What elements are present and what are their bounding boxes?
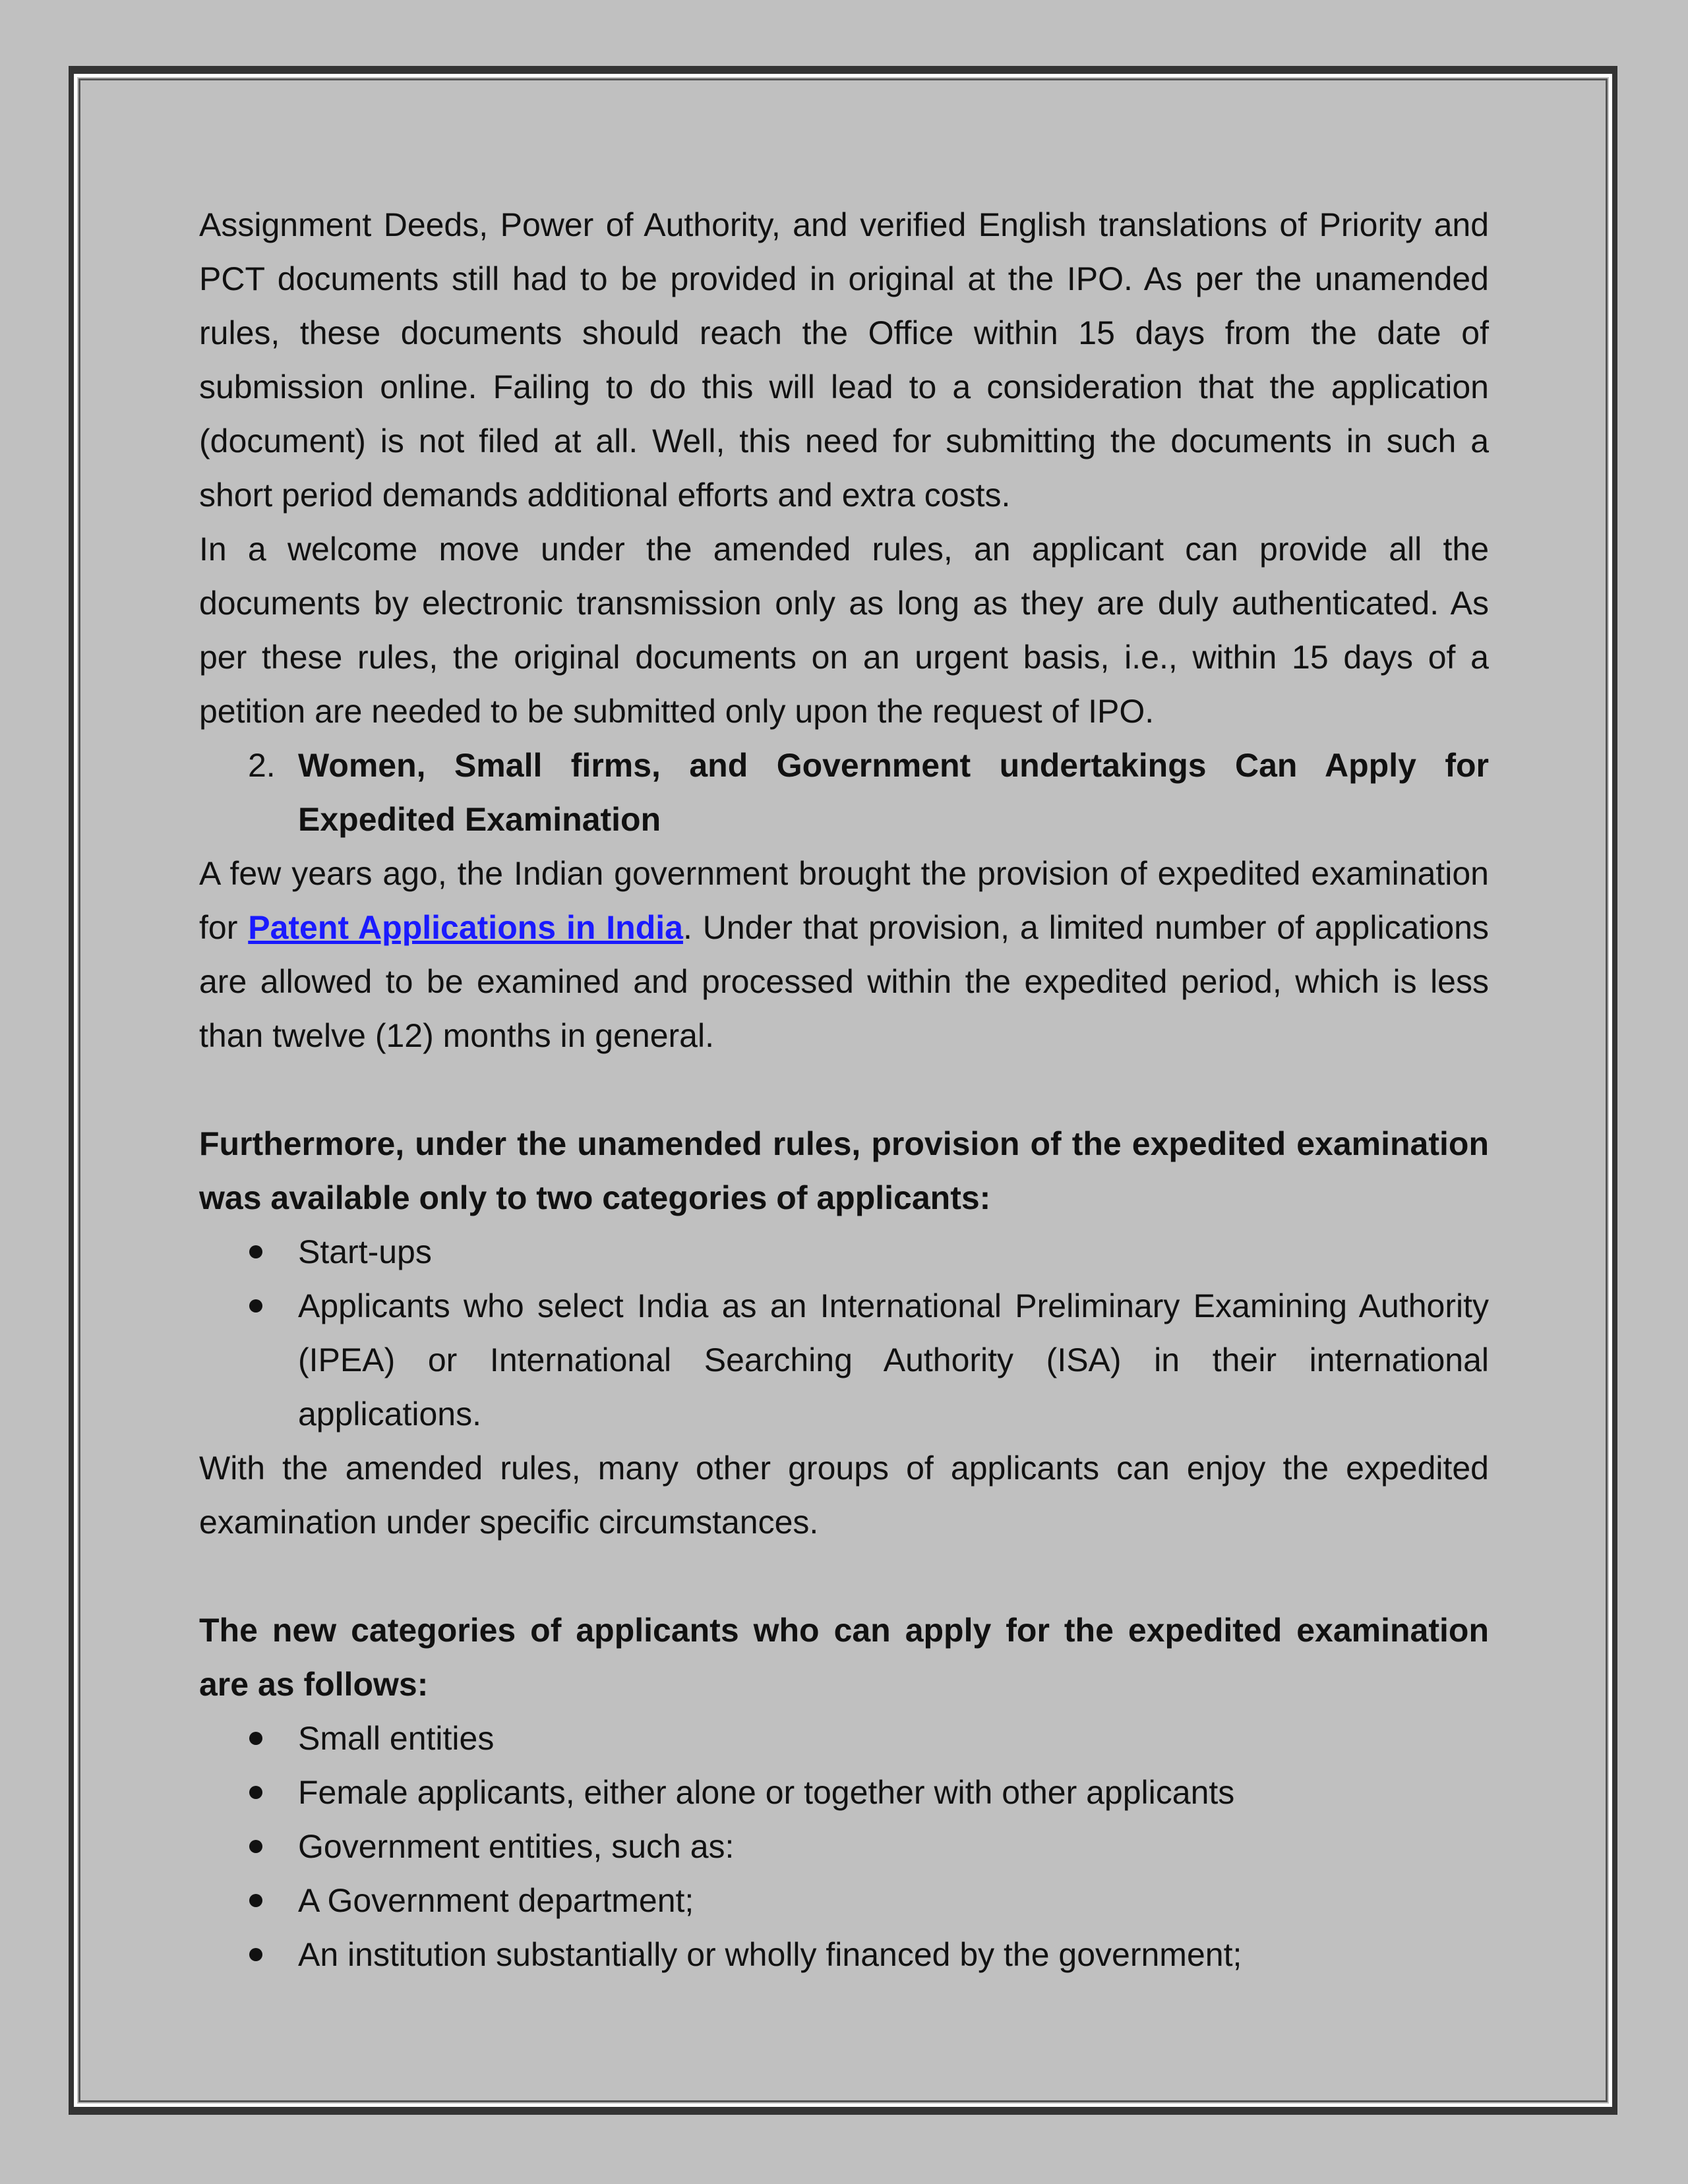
bullet-icon	[249, 1840, 262, 1853]
patent-applications-link[interactable]: Patent Applications in India	[248, 909, 683, 946]
heading-number: 2.	[248, 747, 276, 784]
paragraph-new-categories: The new categories of applicants who can apply for the expedited examination are as follows:	[199, 1612, 1489, 1703]
numbered-heading	[199, 738, 1489, 846]
paragraph-expedited-provision	[199, 846, 1489, 1063]
list-item	[199, 1711, 1489, 1765]
bullet-icon	[249, 1299, 262, 1313]
paragraph-amended-rules: In a welcome move under the amended rules, an applicant can provide all the documents by electronic transmission only as long as they are duly authenticated. As per these rules, the original documents on an urgent basis, i.e., within 15 days of a petition are needed to be submitted only upon the request of IPO.	[199, 531, 1489, 730]
paragraph-amended-groups: With the amended rules, many other groups of applicants can enjoy the expedited examination under specific circumstances.	[199, 1450, 1489, 1541]
list-item	[199, 1765, 1489, 1819]
paragraph-unamended-categories: Furthermore, under the unamended rules, provision of the expedited examination was available only to two categories of applicants:	[199, 1125, 1489, 1216]
bullet-icon	[249, 1894, 262, 1907]
list-item-text: Female applicants, either alone or together with other applicants	[298, 1774, 1235, 1811]
bullet-icon	[249, 1245, 262, 1258]
list-item	[199, 1874, 1489, 1928]
bullet-icon	[249, 1948, 262, 1961]
heading-text: Women, Small firms, and Government undertakings Can Apply for Expedited Examination	[298, 747, 1489, 838]
unamended-categories-list	[199, 1225, 1489, 1441]
paragraph-assignment-deeds: Assignment Deeds, Power of Authority, and verified English translations of Priority and PCT documents still had to be provided in original at the IPO. As per the unamended rules, these documents should reach the Office within 15 days from the date of submission online. Failing to do this will lead to a consideration that the application (document) is not filed at all. Well, this need for submitting the documents in such a short period demands additional efforts and extra costs.	[199, 206, 1489, 514]
list-item	[199, 1819, 1489, 1874]
list-item-text: Start-ups	[298, 1233, 432, 1270]
list-item-text: Government entities, such as:	[298, 1828, 735, 1865]
list-item-text: Small entities	[298, 1720, 495, 1757]
bullet-icon	[249, 1786, 262, 1799]
list-item	[199, 1225, 1489, 1279]
list-item-text: A Government department;	[298, 1882, 694, 1919]
list-item-text: Applicants who select India as an International Preliminary Examining Authority (IPEA) or International Searching Authority (ISA) in their international applications.	[298, 1287, 1489, 1432]
new-categories-list	[199, 1711, 1489, 1982]
document-body	[199, 198, 1489, 1982]
list-item	[199, 1279, 1489, 1441]
paragraph-text-before-link: A few years ago, the Indian government brought the provision of expedited examination for	[199, 855, 1489, 946]
list-item-text: An institution substantially or wholly financed by the government;	[298, 1936, 1242, 1973]
blank-line	[199, 1549, 1489, 1603]
list-item	[199, 1928, 1489, 1982]
blank-line	[199, 1063, 1489, 1117]
paragraph-text-after-link: . Under that provision, a limited number of applications are allowed to be examined and processed within the expedited period, which is less than twelve (12) months in general.	[199, 909, 1489, 1054]
bullet-icon	[249, 1732, 262, 1745]
